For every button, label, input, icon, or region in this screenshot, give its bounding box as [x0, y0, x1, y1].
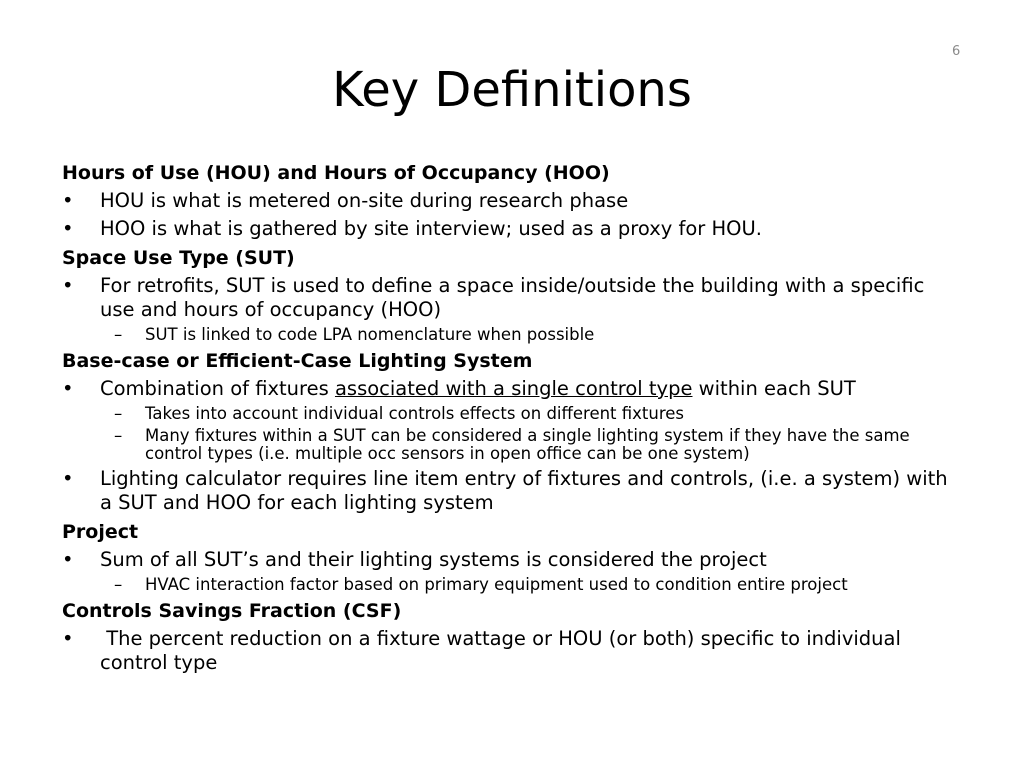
bullet-text-before: Combination of fixtures: [100, 377, 335, 400]
subbullet-text: Many fixtures within a SUT can be considered a single lighting system if they have the same control types (i.e. multiple occ sensors in open office can be one system): [145, 426, 910, 463]
subbullet-item: [62, 427, 962, 463]
section-heading-sut: Space Use Type (SUT): [62, 247, 295, 269]
bullet-item: [62, 467, 962, 515]
bullet-text: Lighting calculator requires line item entry of fixtures and controls, (i.e. a system) with a SUT and HOO for each lighting system: [100, 467, 948, 514]
bullet-glyph: •: [62, 627, 74, 650]
underlined-phrase: associated with a single control type: [334, 377, 693, 400]
dash-glyph: –: [114, 325, 123, 344]
bullet-text-after: within each SUT: [692, 377, 856, 400]
slide-content: [62, 160, 962, 679]
bullet-text: Sum of all SUT’s and their lighting systems is considered the project: [100, 548, 767, 571]
subbullet-text: SUT is linked to code LPA nomenclature when possible: [145, 325, 595, 344]
bullet-glyph: •: [62, 217, 74, 240]
subbullet-text: HVAC interaction factor based on primary equipment used to condition entire project: [145, 575, 848, 594]
subbullet-text: Takes into account individual controls effects on different fixtures: [145, 404, 685, 423]
bullet-item: [62, 548, 962, 572]
section-heading-hou-hoo: Hours of Use (HOU) and Hours of Occupancy (HOO): [62, 162, 610, 184]
subbullet-item: [62, 326, 962, 344]
slide-number: 6: [952, 44, 961, 59]
subbullet-item: [62, 405, 962, 423]
bullet-glyph: •: [62, 548, 74, 571]
bullet-glyph: •: [62, 377, 74, 400]
bullet-text: HOU is what is metered on-site during research phase: [100, 189, 629, 212]
bullet-glyph: •: [62, 467, 74, 490]
section-heading-lighting-system: Base-case or Efficient-Case Lighting System: [62, 350, 533, 372]
bullet-glyph: •: [62, 189, 74, 212]
bullet-item: [62, 274, 962, 322]
slide-title: Key Definitions: [332, 62, 692, 118]
section-heading-project: Project: [62, 521, 139, 543]
bullet-item: [62, 217, 962, 241]
section-heading-csf: Controls Savings Fraction (CSF): [62, 600, 402, 622]
bullet-glyph: •: [62, 274, 74, 297]
bullet-item: [62, 627, 962, 675]
bullet-text: For retrofits, SUT is used to define a space inside/outside the building with a specific use and hours of occupancy (HOO): [100, 274, 925, 321]
subbullet-item: [62, 576, 962, 594]
bullet-text: HOO is what is gathered by site interview; used as a proxy for HOU.: [100, 217, 762, 240]
dash-glyph: –: [114, 575, 123, 594]
bullet-item: [62, 189, 962, 213]
dash-glyph: –: [114, 426, 123, 445]
dash-glyph: –: [114, 404, 123, 423]
bullet-item: [62, 377, 962, 401]
bullet-text: The percent reduction on a fixture wattage or HOU (or both) specific to individual control type: [100, 627, 908, 674]
